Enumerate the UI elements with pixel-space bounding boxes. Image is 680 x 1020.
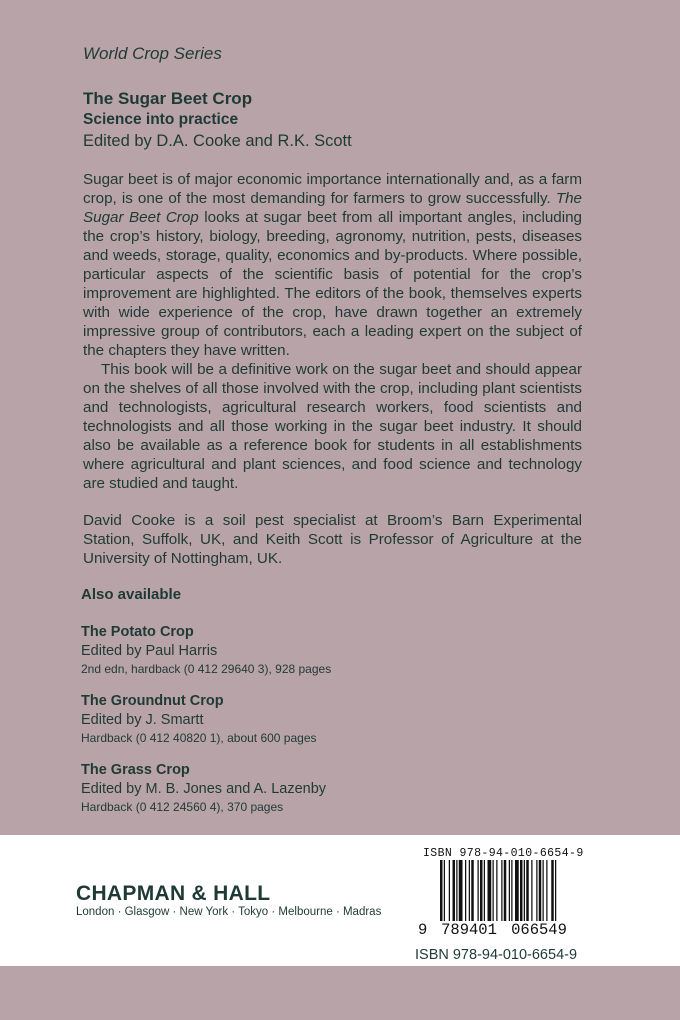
- ean-digits: [418, 921, 574, 939]
- list-item: [81, 761, 601, 816]
- book-subtitle: Science into practice: [83, 111, 239, 128]
- related-book-title: The Groundnut Crop: [81, 693, 224, 709]
- series-name: World Crop Series: [83, 44, 222, 63]
- barcode-bar: [453, 860, 456, 922]
- barcode-bar: [546, 860, 547, 922]
- publisher-cities: London · Glasgow · New York · Tokyo · Melbourne · Madras: [76, 906, 382, 918]
- barcode-bar: [484, 860, 485, 922]
- barcode-bar: [509, 860, 510, 922]
- isbn-top-label: ISBN 978-94-010-6654-9: [423, 847, 584, 860]
- barcode-bar: [449, 860, 450, 922]
- also-available-list: [81, 623, 601, 830]
- related-book-editor: Edited by Paul Harris: [81, 643, 218, 659]
- book-editors: Edited by D.A. Cooke and R.K. Scott: [83, 132, 352, 150]
- ean-group-1: 789401: [434, 921, 504, 939]
- related-book-details: 2nd edn, hardback (0 412 29640 3), 928 pages: [81, 662, 332, 676]
- blurb-paragraph-2: This book will be a definitive work on the sugar beet and should appear on the shelves of all those involved with the crop, including plant scientists and technologists, agricultural research workers, food scientists and technologists and all those working in the sugar beet industry. It should also be available as a reference book for students in all establishments where agricultural and plant sciences, and food science and technology are studied and taught.: [83, 361, 582, 492]
- blurb-p1-title: The Sugar Beet Crop: [83, 190, 582, 226]
- list-item: [81, 623, 601, 678]
- also-available-heading: Also available: [81, 586, 182, 603]
- barcode-bar: [471, 860, 474, 922]
- barcode-bar: [456, 860, 457, 922]
- ean-first-digit: 9: [418, 921, 428, 939]
- editor-bio: David Cooke is a soil pest specialist at Broom’s Barn Experimental Station, Suffolk, UK, and Keith Scott is Professor of Agriculture at the University of Nottingham, UK.: [83, 512, 582, 567]
- bottom-strip: [0, 966, 680, 1020]
- related-book-editor: Edited by M. B. Jones and A. Lazenby: [81, 781, 327, 797]
- barcode-bar: [496, 860, 497, 922]
- barcode-bar: [539, 860, 542, 922]
- related-book-title: The Grass Crop: [81, 762, 190, 778]
- barcode-bar: [511, 860, 512, 922]
- barcode-bar: [524, 860, 525, 922]
- barcode-bar: [526, 860, 529, 922]
- barcode-bar: [459, 860, 463, 922]
- related-book-editor: Edited by J. Smartt: [81, 712, 204, 728]
- publisher-footer: [0, 835, 680, 966]
- barcode-block: [418, 847, 593, 939]
- barcode-bar: [493, 860, 494, 922]
- barcode-bar: [469, 860, 470, 922]
- barcode-bar: [531, 860, 532, 922]
- publisher-name: CHAPMAN & HALL: [76, 882, 271, 905]
- title-block: [83, 88, 352, 152]
- barcode-bar: [520, 860, 523, 922]
- blurb-paragraph-1: [83, 170, 582, 360]
- barcode-bar: [465, 860, 466, 922]
- isbn-bottom-label: ISBN 978-94-010-6654-9: [415, 947, 578, 963]
- blurb-p1-end: looks at sugar beet from all important angles, including the crop’s history, biology, breeding, agronomy, nutrition, pests, diseases and weeds, storage, quality, economics and by-products. Where possible, particular aspects of the scientific basis of potential for the crop’s improvement are highlighted. The editors of the book, themselves experts with wide experience of the crop, have drawn together an extremely impressive group of contributors, each a leading expert on the subject of the chapters they have written.: [83, 209, 582, 359]
- barcode-bar: [515, 860, 519, 922]
- blurb-p1-start: Sugar beet is of major economic importance internationally and, as a farm crop, is one of the most demanding for farmers to grow successfully.: [83, 171, 582, 207]
- barcode-bar: [536, 860, 537, 922]
- barcode-bar: [543, 860, 544, 922]
- book-title: The Sugar Beet Crop: [83, 89, 253, 108]
- related-book-details: Hardback (0 412 24560 4), 370 pages: [81, 800, 284, 814]
- blurb: [83, 170, 582, 493]
- list-item: [81, 692, 601, 747]
- related-book-title: The Potato Crop: [81, 624, 194, 640]
- barcode-bar: [551, 860, 554, 922]
- related-book-details: Hardback (0 412 40820 1), about 600 pages: [81, 731, 317, 745]
- barcode-bar: [504, 860, 507, 922]
- barcode-bar: [478, 860, 479, 922]
- barcode-bar: [480, 860, 483, 922]
- barcode-bar: [488, 860, 492, 922]
- ean-group-2: 066549: [504, 921, 574, 939]
